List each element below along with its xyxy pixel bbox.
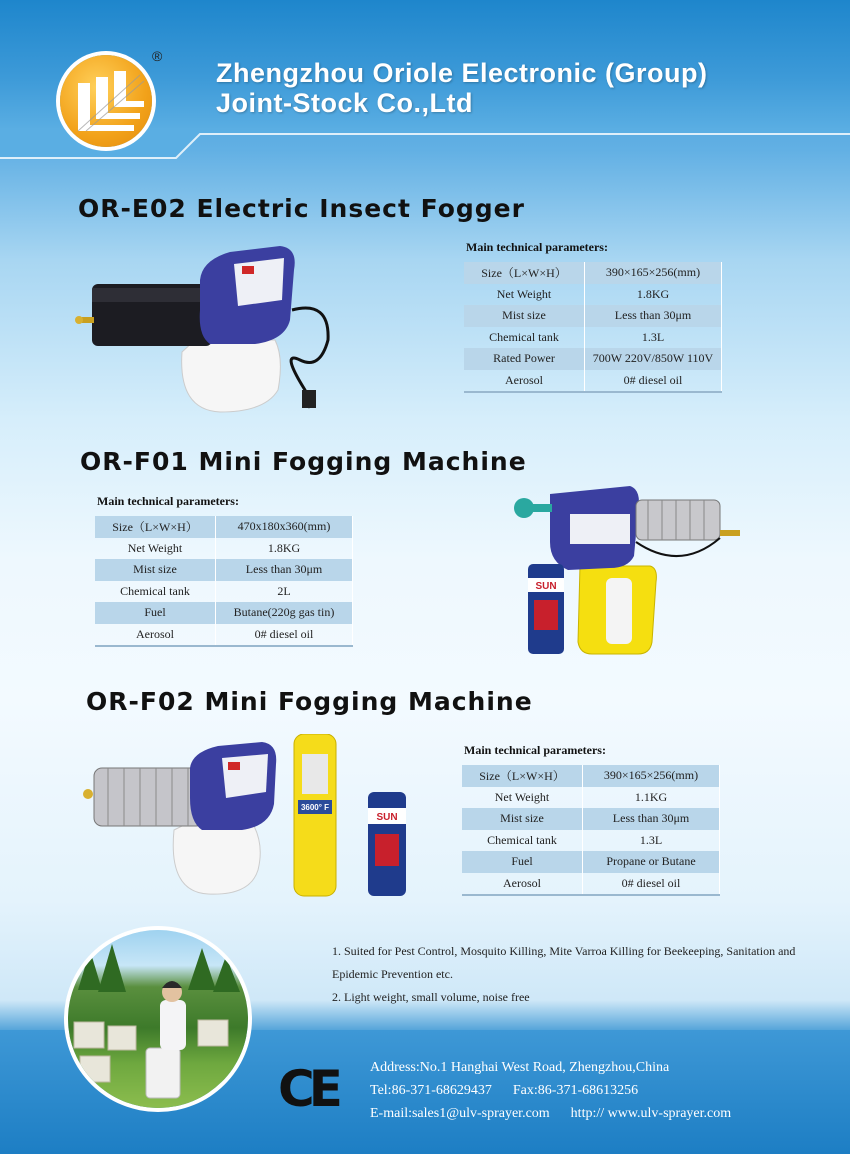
table-row (462, 851, 720, 873)
header (0, 0, 850, 160)
electric-fogger-image (70, 240, 350, 420)
contact-info (370, 1056, 731, 1125)
spec-label: Net Weight (95, 538, 216, 560)
table-row (464, 284, 722, 306)
spec-value: 700W 220V/850W 110V (585, 348, 722, 370)
spec-label: Mist size (464, 305, 585, 327)
table-row (462, 873, 720, 896)
spec-label: Fuel (95, 602, 216, 624)
spec-table-or-f02 (462, 765, 720, 896)
table-row (95, 559, 353, 581)
table-row (462, 808, 720, 830)
spec-value: 1.8KG (585, 284, 722, 306)
spec-table-or-f01 (95, 516, 353, 647)
product-title-or-f01: OR-F01 Mini Fogging Machine (80, 447, 527, 476)
cylinder-label: 3600° F (300, 803, 330, 812)
spec-label: Rated Power (464, 348, 585, 370)
spec-value: 0# diesel oil (216, 624, 353, 647)
spec-value: 1.8KG (216, 538, 353, 560)
params-label-or-f01: Main technical parameters: (97, 494, 239, 508)
table-row (464, 348, 722, 370)
spec-label: Chemical tank (464, 327, 585, 349)
feature-item: 2. Light weight, small volume, noise free (332, 990, 530, 1004)
spec-value: Less than 30μm (583, 808, 720, 830)
feature-item: 1. Suited for Pest Control, Mosquito Killing, Mite Varroa Killing for Beekeeping, Sanitation and Epidemic Prevention etc. (332, 944, 796, 981)
sun-can-label: SUN (535, 581, 557, 592)
spec-label: Chemical tank (462, 830, 583, 852)
tel-fax-text: Tel:86-371-68629437 Fax:86-371-68613256 (370, 1083, 639, 1098)
spec-label: Aerosol (462, 873, 583, 896)
spec-value: Less than 30μm (216, 559, 353, 581)
spec-value: 390×165×256(mm) (583, 765, 720, 787)
product-title-or-e02: OR-E02 Electric Insect Fogger (78, 194, 525, 223)
table-row (464, 327, 722, 349)
product-title-or-f02: OR-F02 Mini Fogging Machine (86, 687, 533, 716)
ce-mark: CE (278, 1060, 337, 1118)
spec-value: 390×165×256(mm) (585, 262, 722, 284)
address-text: Address:No.1 Hanghai West Road, Zhengzhou,China (370, 1060, 670, 1075)
company-name-line1: Zhengzhou Oriole Electronic (Group) (216, 58, 708, 88)
spec-table-or-e02 (464, 262, 722, 393)
beekeeper-photo (68, 930, 248, 1108)
spec-label: Fuel (462, 851, 583, 873)
table-row (464, 370, 722, 393)
spec-label: Aerosol (464, 370, 585, 393)
oriole-logo-icon (60, 55, 152, 147)
spec-value: Propane or Butane (583, 851, 720, 873)
spec-value: Less than 30μm (585, 305, 722, 327)
email-web-text: E-mail:sales1@ulv-sprayer.com http:// www.ulv-sprayer.com (370, 1106, 732, 1121)
params-label-or-e02: Main technical parameters: (466, 240, 608, 254)
spec-label: Mist size (462, 808, 583, 830)
table-row (95, 538, 353, 560)
spec-label: Net Weight (462, 787, 583, 809)
table-row (95, 624, 353, 647)
spec-value: 0# diesel oil (585, 370, 722, 393)
company-name-line2: Joint-Stock Co.,Ltd (216, 88, 473, 118)
registered-mark: ® (152, 48, 163, 64)
spec-value: 2L (216, 581, 353, 603)
sun-can-label: SUN (376, 812, 398, 823)
spec-label: Size（L×W×H） (464, 262, 585, 284)
spec-label: Size（L×W×H） (462, 765, 583, 787)
table-row (464, 305, 722, 327)
table-row (95, 581, 353, 603)
spec-label: Mist size (95, 559, 216, 581)
features-list (332, 940, 812, 1009)
table-row (95, 602, 353, 624)
table-row (95, 516, 353, 538)
table-row (462, 765, 720, 787)
table-row (462, 787, 720, 809)
spec-value: 470x180x360(mm) (216, 516, 353, 538)
mini-fogging-machine-f02-image (78, 734, 418, 900)
spec-label: Chemical tank (95, 581, 216, 603)
spec-value: 1.3L (583, 830, 720, 852)
company-name (216, 58, 708, 118)
spec-label: Net Weight (464, 284, 585, 306)
spec-value: 1.3L (585, 327, 722, 349)
params-label-or-f02: Main technical parameters: (464, 743, 606, 757)
mini-fogging-machine-f01-image (510, 482, 750, 662)
spec-label: Size（L×W×H） (95, 516, 216, 538)
spec-value: Butane(220g gas tin) (216, 602, 353, 624)
spec-label: Aerosol (95, 624, 216, 647)
spec-value: 0# diesel oil (583, 873, 720, 896)
table-row (464, 262, 722, 284)
table-row (462, 830, 720, 852)
spec-value: 1.1KG (583, 787, 720, 809)
